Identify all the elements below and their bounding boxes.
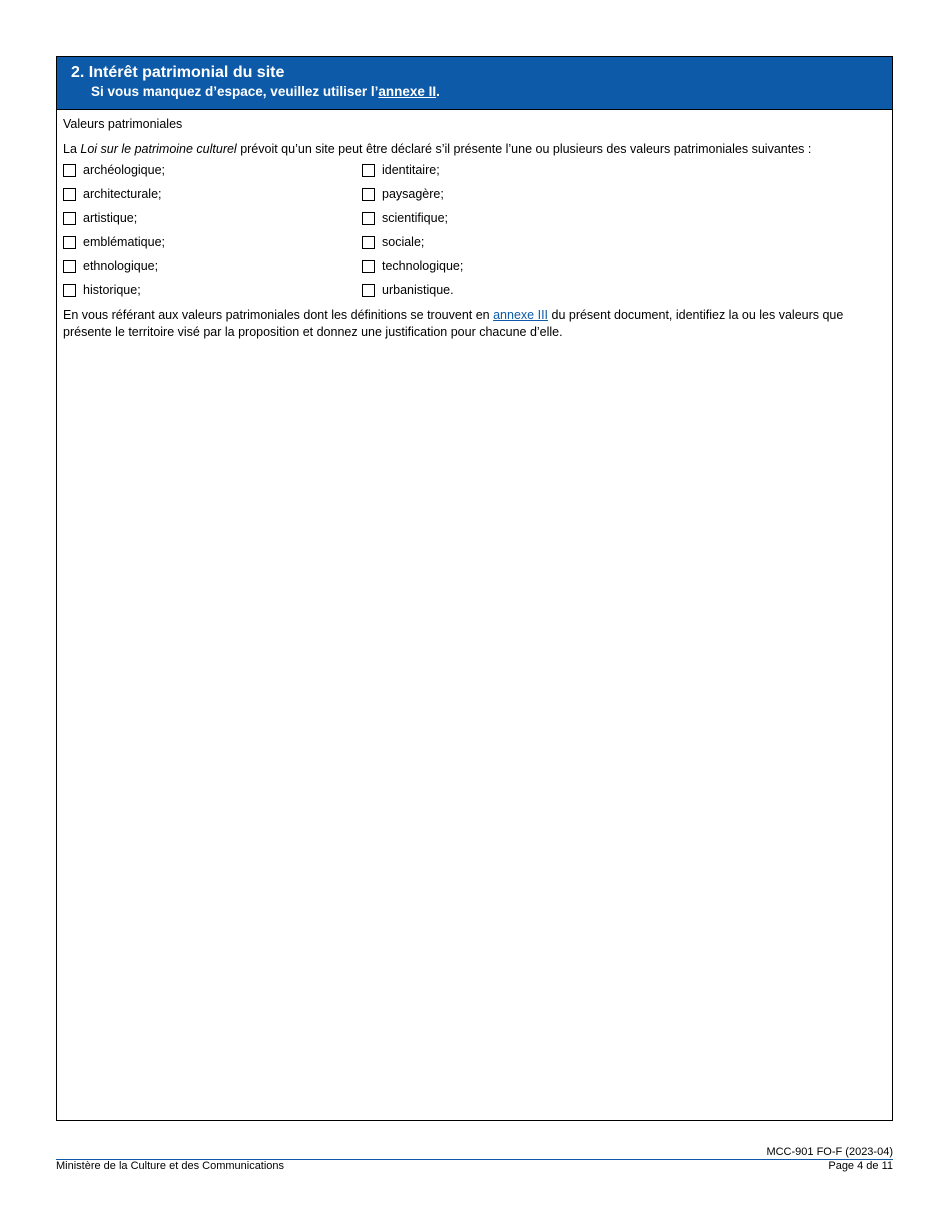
checkbox-ethnologique[interactable] (63, 258, 362, 274)
instruction-suffix: du présent document, identifiez la ou les valeurs que présente le territoire visé par la proposition et donnez une justification pour chacune d’elle. (63, 308, 844, 339)
checkbox-box[interactable] (63, 188, 76, 201)
checkbox-label: architecturale; (83, 187, 162, 201)
checkbox-box[interactable] (63, 260, 76, 273)
checkbox-technologique[interactable] (362, 258, 762, 274)
checkbox-identitaire[interactable] (362, 162, 762, 178)
subtitle-text: Si vous manquez d’espace, veuillez utiliser l’ (91, 84, 379, 99)
checkbox-scientifique[interactable] (362, 210, 762, 226)
checkbox-box[interactable] (362, 236, 375, 249)
intro-text (63, 141, 892, 157)
heritage-values-checkboxes (63, 162, 892, 298)
annexe-ii-link[interactable]: annexe II (378, 84, 437, 99)
checkbox-label: emblématique; (83, 235, 165, 249)
law-name: Loi sur le patrimoine culturel (80, 142, 237, 156)
section-body (57, 110, 892, 341)
checkbox-label: technologique; (382, 259, 464, 273)
checkbox-label: identitaire; (382, 163, 440, 177)
footer-row (56, 1160, 893, 1173)
checkbox-box[interactable] (63, 164, 76, 177)
checkbox-paysagere[interactable] (362, 186, 762, 202)
checkbox-box[interactable] (362, 164, 375, 177)
checkbox-box[interactable] (362, 188, 375, 201)
intro-suffix: prévoit qu’un site peut être déclaré s’il présente l’une ou plusieurs des valeurs patrimoniales suivantes : (236, 142, 812, 156)
checkbox-label: ethnologique; (83, 259, 159, 273)
checkbox-box[interactable] (362, 260, 375, 273)
checkbox-box[interactable] (63, 212, 76, 225)
checkbox-architecturale[interactable] (63, 186, 362, 202)
checkbox-emblematique[interactable] (63, 234, 362, 250)
checkbox-box[interactable] (63, 284, 76, 297)
annexe-iii-link[interactable]: annexe III (493, 308, 549, 322)
checkbox-box[interactable] (362, 212, 375, 225)
checkbox-label: historique; (83, 283, 141, 297)
subtitle-suffix: . (436, 84, 440, 99)
checkbox-label: paysagère; (382, 187, 444, 201)
intro-prefix: La (63, 142, 81, 156)
page-number: Page 4 de 11 (828, 1160, 893, 1172)
instruction-prefix: En vous référant aux valeurs patrimoniales dont les définitions se trouvent en (63, 308, 494, 322)
field-label: Valeurs patrimoniales (63, 117, 183, 131)
checkbox-label: artistique; (83, 211, 138, 225)
checkbox-historique[interactable] (63, 282, 362, 298)
checkbox-urbanistique[interactable] (362, 282, 762, 298)
section-header (57, 57, 892, 110)
page-footer (56, 1146, 893, 1173)
instruction-text (63, 307, 878, 341)
checkbox-label: scientifique; (382, 211, 449, 225)
section-heritage-interest (56, 56, 893, 1121)
checkbox-sociale[interactable] (362, 234, 762, 250)
checkbox-label: urbanistique. (382, 283, 454, 297)
checkbox-label: archéologique; (83, 163, 166, 177)
form-code: MCC-901 FO-F (2023-04) (766, 1146, 893, 1158)
checkbox-box[interactable] (362, 284, 375, 297)
section-title: 2. Intérêt patrimonial du site (71, 64, 285, 81)
section-subtitle (71, 83, 892, 101)
ministry-name: Ministère de la Culture et des Communications (56, 1160, 285, 1172)
checkbox-label: sociale; (382, 235, 425, 249)
checkbox-artistique[interactable] (63, 210, 362, 226)
checkbox-archeologique[interactable] (63, 162, 362, 178)
checkbox-box[interactable] (63, 236, 76, 249)
